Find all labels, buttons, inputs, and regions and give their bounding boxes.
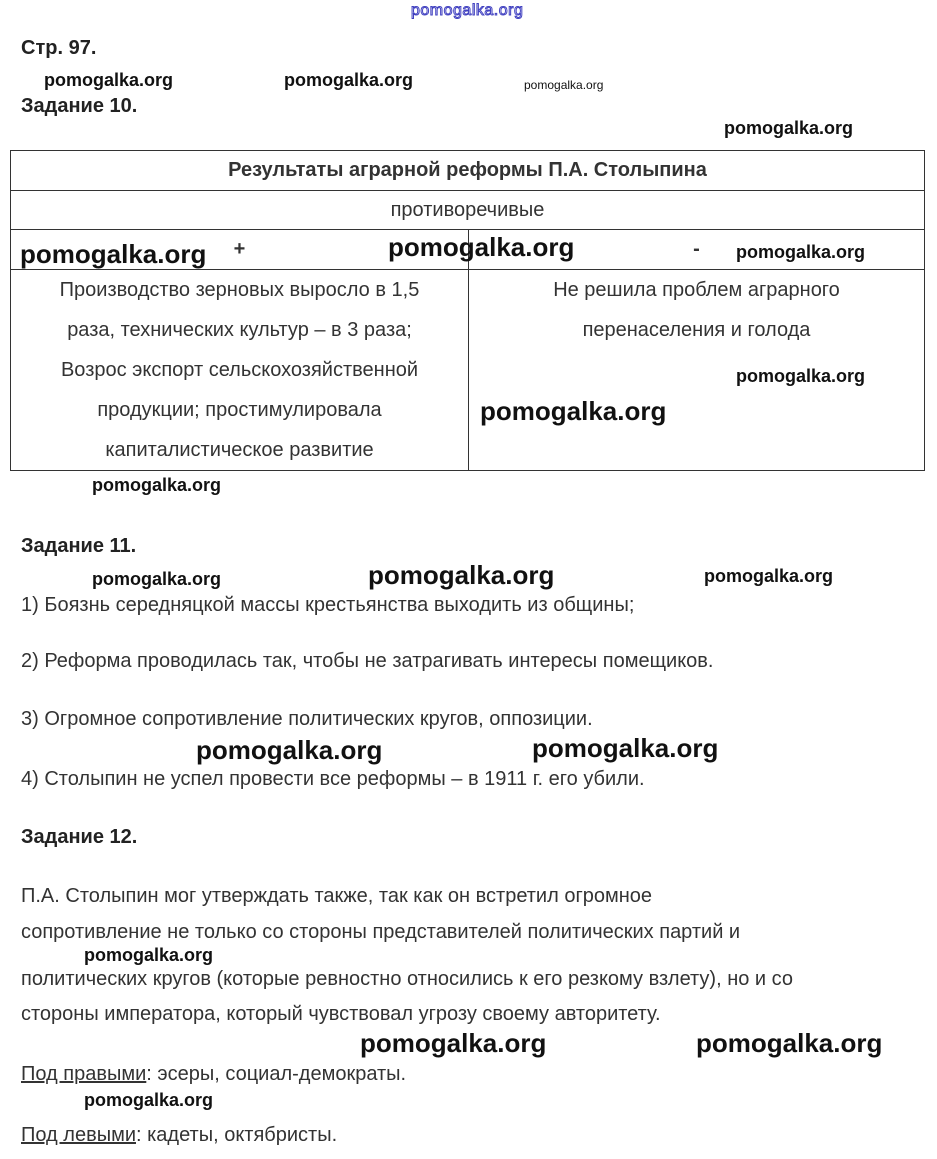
task12-title: Задание 12. xyxy=(21,826,138,848)
task12-line: стороны императора, который чувствовал угрозу своему авторитету. xyxy=(21,1003,661,1025)
watermark: pomogalka.org xyxy=(92,569,222,589)
right-label: Под правыми xyxy=(21,1063,147,1085)
right-text: : эсеры, социал-демократы. xyxy=(146,1063,407,1085)
watermark: pomogalka.org xyxy=(388,232,575,262)
minus-line: Не решила проблем аграрного xyxy=(553,279,840,301)
minus-line: перенаселения и голода xyxy=(582,319,811,341)
task11-item: 1) Боязнь середняцкой массы крестьянства выходить из общины; xyxy=(21,594,635,616)
watermark: pomogalka.org xyxy=(20,239,207,269)
plus-line: капиталистическое развитие xyxy=(105,439,374,461)
task12-line: политических кругов (которые ревностно относились к его резкому взлету), но и со xyxy=(21,968,794,990)
plus-header: + xyxy=(11,230,469,270)
watermark: pomogalka.org xyxy=(84,1090,214,1110)
watermark: pomogalka.org xyxy=(736,366,866,386)
plus-line: продукции; простимулировала xyxy=(97,399,382,421)
watermark: pomogalka.org xyxy=(284,70,414,90)
watermark: pomogalka.org xyxy=(92,475,222,495)
task12-line: сопротивление не только со стороны представителей политических партий и xyxy=(21,921,741,943)
plus-line: раза, технических культур – в 3 раза; xyxy=(67,319,412,341)
plus-line: Возрос экспорт сельскохозяйственной xyxy=(60,359,419,381)
watermark: pomogalka.org xyxy=(411,2,524,19)
watermark: pomogalka.org xyxy=(196,735,383,765)
task11-item: 2) Реформа проводилась так, чтобы не затрагивать интересы помещиков. xyxy=(21,650,714,672)
watermark: pomogalka.org xyxy=(84,945,214,965)
results-table xyxy=(10,150,925,471)
watermark: pomogalka.org xyxy=(532,733,719,763)
plus-cell xyxy=(11,270,469,471)
page-number: Стр. 97. xyxy=(21,37,97,59)
minus-header: - xyxy=(469,230,925,270)
task12-line: П.А. Столыпин мог утверждать также, так как он встретил огромное xyxy=(21,885,653,907)
watermark: pomogalka.org xyxy=(696,1028,883,1058)
right-parties xyxy=(21,1063,406,1086)
task11-item: 4) Столыпин не успел провести все реформы – в 1911 г. его убили. xyxy=(21,768,645,790)
watermark: pomogalka.org xyxy=(704,566,834,586)
watermark: pomogalka.org xyxy=(480,396,667,426)
watermark: pomogalka.org xyxy=(360,1028,547,1058)
watermark: pomogalka.org xyxy=(44,70,174,90)
table-caption: Результаты аграрной реформы П.А. Столыпина xyxy=(11,151,925,191)
left-text: : кадеты, октябристы. xyxy=(136,1124,338,1146)
table-verdict: противоречивые xyxy=(11,191,925,230)
watermark: pomogalka.org xyxy=(368,560,555,590)
left-label: Под левыми xyxy=(21,1124,136,1146)
watermark: pomogalka.org xyxy=(724,118,854,138)
watermark: pomogalka.org xyxy=(736,242,866,262)
watermark: pomogalka.org xyxy=(524,78,604,92)
left-parties xyxy=(21,1124,337,1147)
task11-title: Задание 11. xyxy=(21,535,137,557)
plus-line: Производство зерновых выросло в 1,5 xyxy=(59,279,420,301)
task10-title: Задание 10. xyxy=(21,95,138,117)
task11-item: 3) Огромное сопротивление политических кругов, оппозиции. xyxy=(21,708,593,730)
